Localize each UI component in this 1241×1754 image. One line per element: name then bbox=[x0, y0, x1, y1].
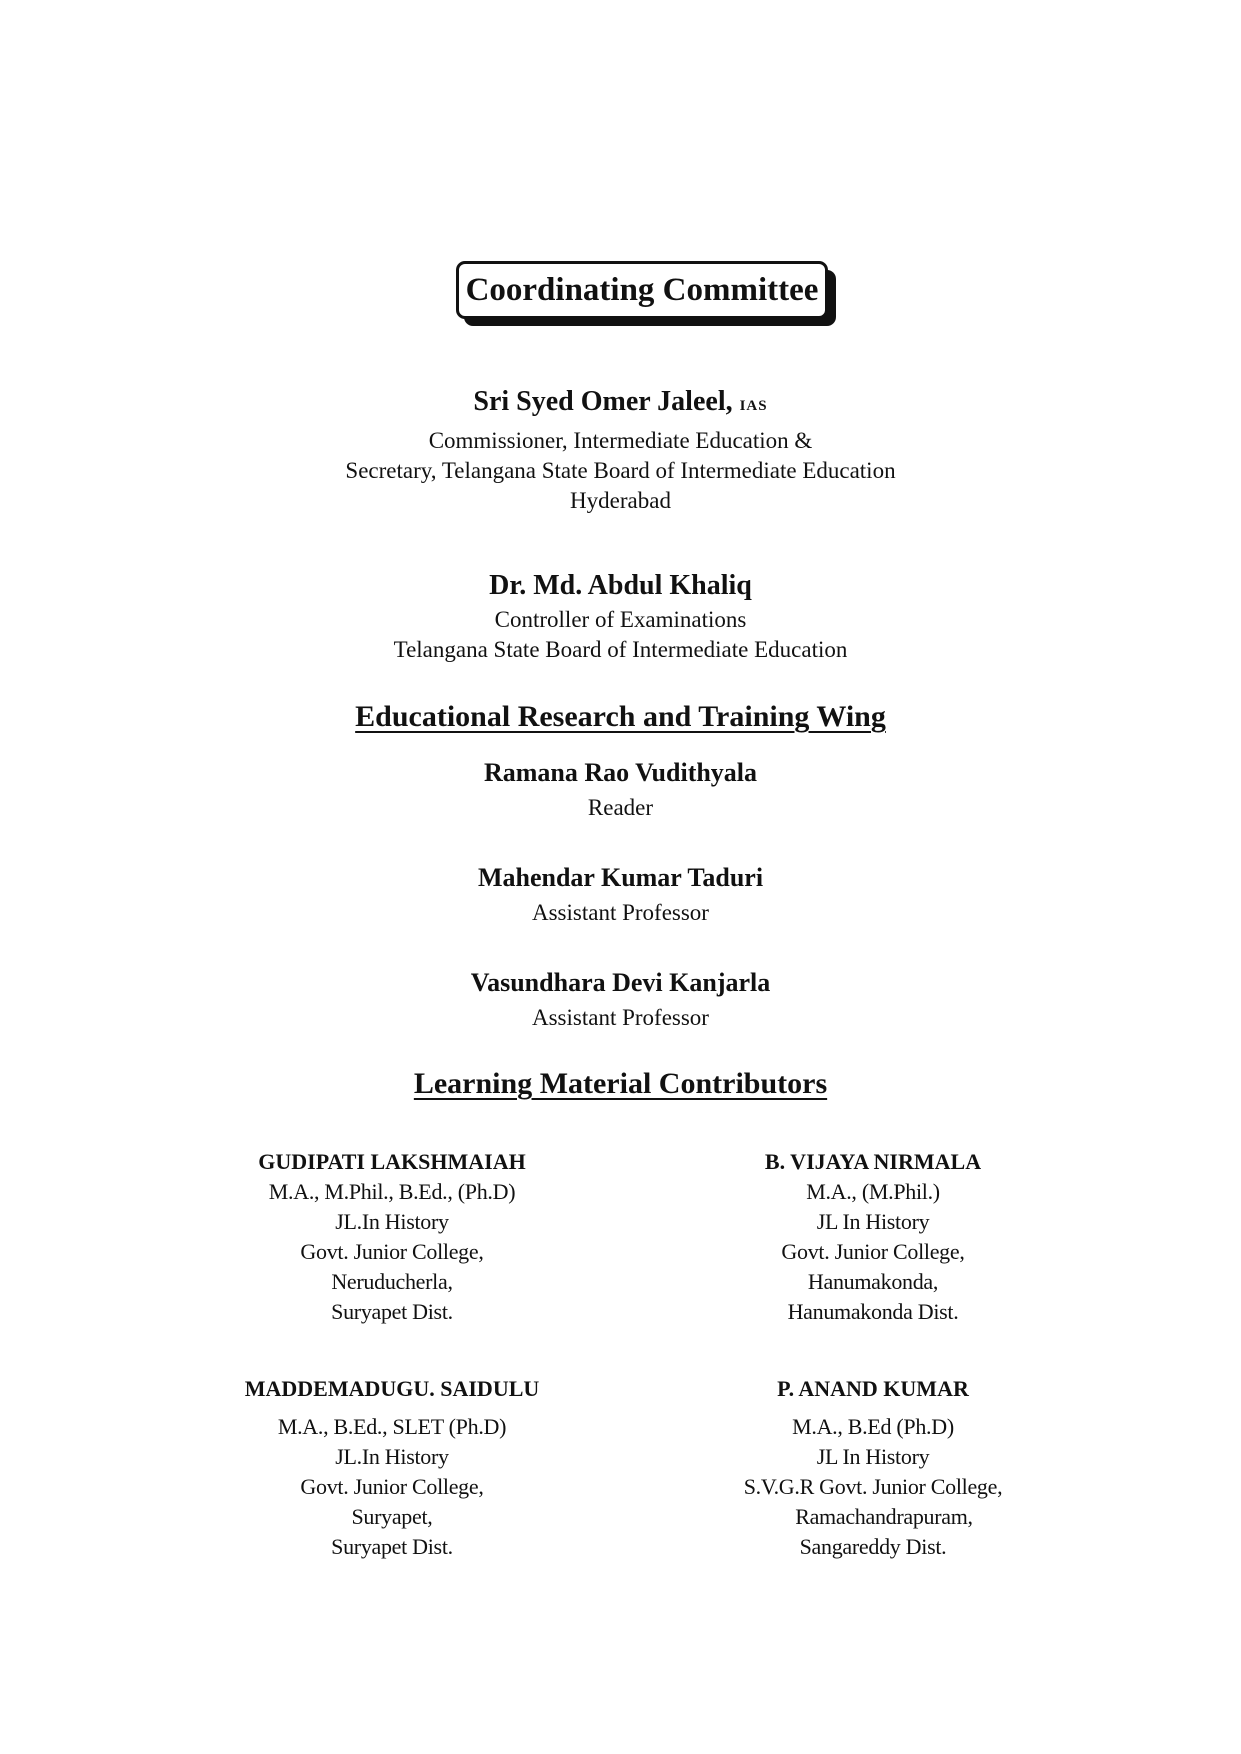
contributor-line: Suryapet Dist. bbox=[331, 1299, 453, 1324]
contributor-line: JL.In History bbox=[335, 1444, 449, 1469]
ert-member-role: Assistant Professor bbox=[532, 1005, 709, 1030]
contributor-line: Govt. Junior College, bbox=[300, 1239, 484, 1264]
contributor-line: Suryapet Dist. bbox=[331, 1534, 453, 1559]
ert-member-role: Assistant Professor bbox=[532, 900, 709, 925]
contributor-line: S.V.G.R Govt. Junior College, bbox=[743, 1474, 1003, 1499]
official-2-line: Controller of Examinations bbox=[494, 607, 747, 632]
contributors-heading: Learning Material Contributors bbox=[413, 1067, 828, 1100]
contributor-line: M.A., B.Ed (Ph.D) bbox=[792, 1414, 954, 1439]
ert-member-name: Mahendar Kumar Taduri bbox=[477, 863, 764, 892]
ert-member-2 bbox=[0, 861, 1241, 931]
contributor-name: P. ANAND KUMAR bbox=[777, 1376, 969, 1401]
contributor-line: Suryapet, bbox=[351, 1504, 433, 1529]
official-2 bbox=[0, 567, 1241, 665]
official-2-line: Telangana State Board of Intermediate Education bbox=[393, 637, 848, 662]
page-title: Coordinating Committee bbox=[456, 261, 828, 319]
contributor-3 bbox=[162, 1374, 622, 1562]
contributor-4 bbox=[643, 1374, 1103, 1562]
contributor-name: MADDEMADUGU. SAIDULU bbox=[244, 1376, 540, 1401]
contributor-line: Hanumakonda Dist. bbox=[787, 1299, 959, 1324]
official-1-line: Secretary, Telangana State Board of Intermediate Education bbox=[345, 458, 896, 483]
contributor-name: GUDIPATI LAKSHMAIAH bbox=[258, 1149, 526, 1174]
ert-member-3 bbox=[0, 966, 1241, 1036]
contributor-2 bbox=[643, 1147, 1103, 1327]
ert-member-name: Vasundhara Devi Kanjarla bbox=[470, 968, 771, 997]
contributor-name: B. VIJAYA NIRMALA bbox=[764, 1149, 982, 1174]
contributor-1 bbox=[162, 1147, 622, 1327]
official-1-line: Hyderabad bbox=[570, 488, 671, 513]
official-2-name: Dr. Md. Abdul Khaliq bbox=[489, 570, 752, 601]
official-1-line: Commissioner, Intermediate Education & bbox=[428, 428, 813, 453]
ert-member-1 bbox=[0, 756, 1241, 826]
ert-member-role: Reader bbox=[587, 795, 654, 820]
contributor-line: Govt. Junior College, bbox=[300, 1474, 484, 1499]
contributor-line: M.A., M.Phil., B.Ed., (Ph.D) bbox=[268, 1179, 516, 1204]
contributor-line: JL.In History bbox=[335, 1209, 449, 1234]
contributor-line: JL In History bbox=[816, 1444, 930, 1469]
contributor-line: M.A., (M.Phil.) bbox=[806, 1179, 940, 1204]
official-1-suffix: IAS bbox=[739, 398, 768, 414]
contributor-line: Govt. Junior College, bbox=[781, 1239, 965, 1264]
contributor-line: Neruducherla, bbox=[331, 1269, 453, 1294]
title-box bbox=[456, 261, 836, 327]
official-1 bbox=[0, 382, 1241, 516]
ert-wing-heading: Educational Research and Training Wing bbox=[355, 700, 886, 733]
ert-member-name: Ramana Rao Vudithyala bbox=[483, 758, 758, 787]
contributor-line: M.A., B.Ed., SLET (Ph.D) bbox=[277, 1414, 507, 1439]
contributor-line: Sangareddy Dist. bbox=[799, 1534, 947, 1559]
contributor-line: Ramachandrapuram, bbox=[795, 1504, 973, 1529]
official-1-name: Sri Syed Omer Jaleel, bbox=[473, 386, 733, 417]
contributor-line: Hanumakonda, bbox=[807, 1269, 939, 1294]
contributor-line: JL In History bbox=[816, 1209, 930, 1234]
